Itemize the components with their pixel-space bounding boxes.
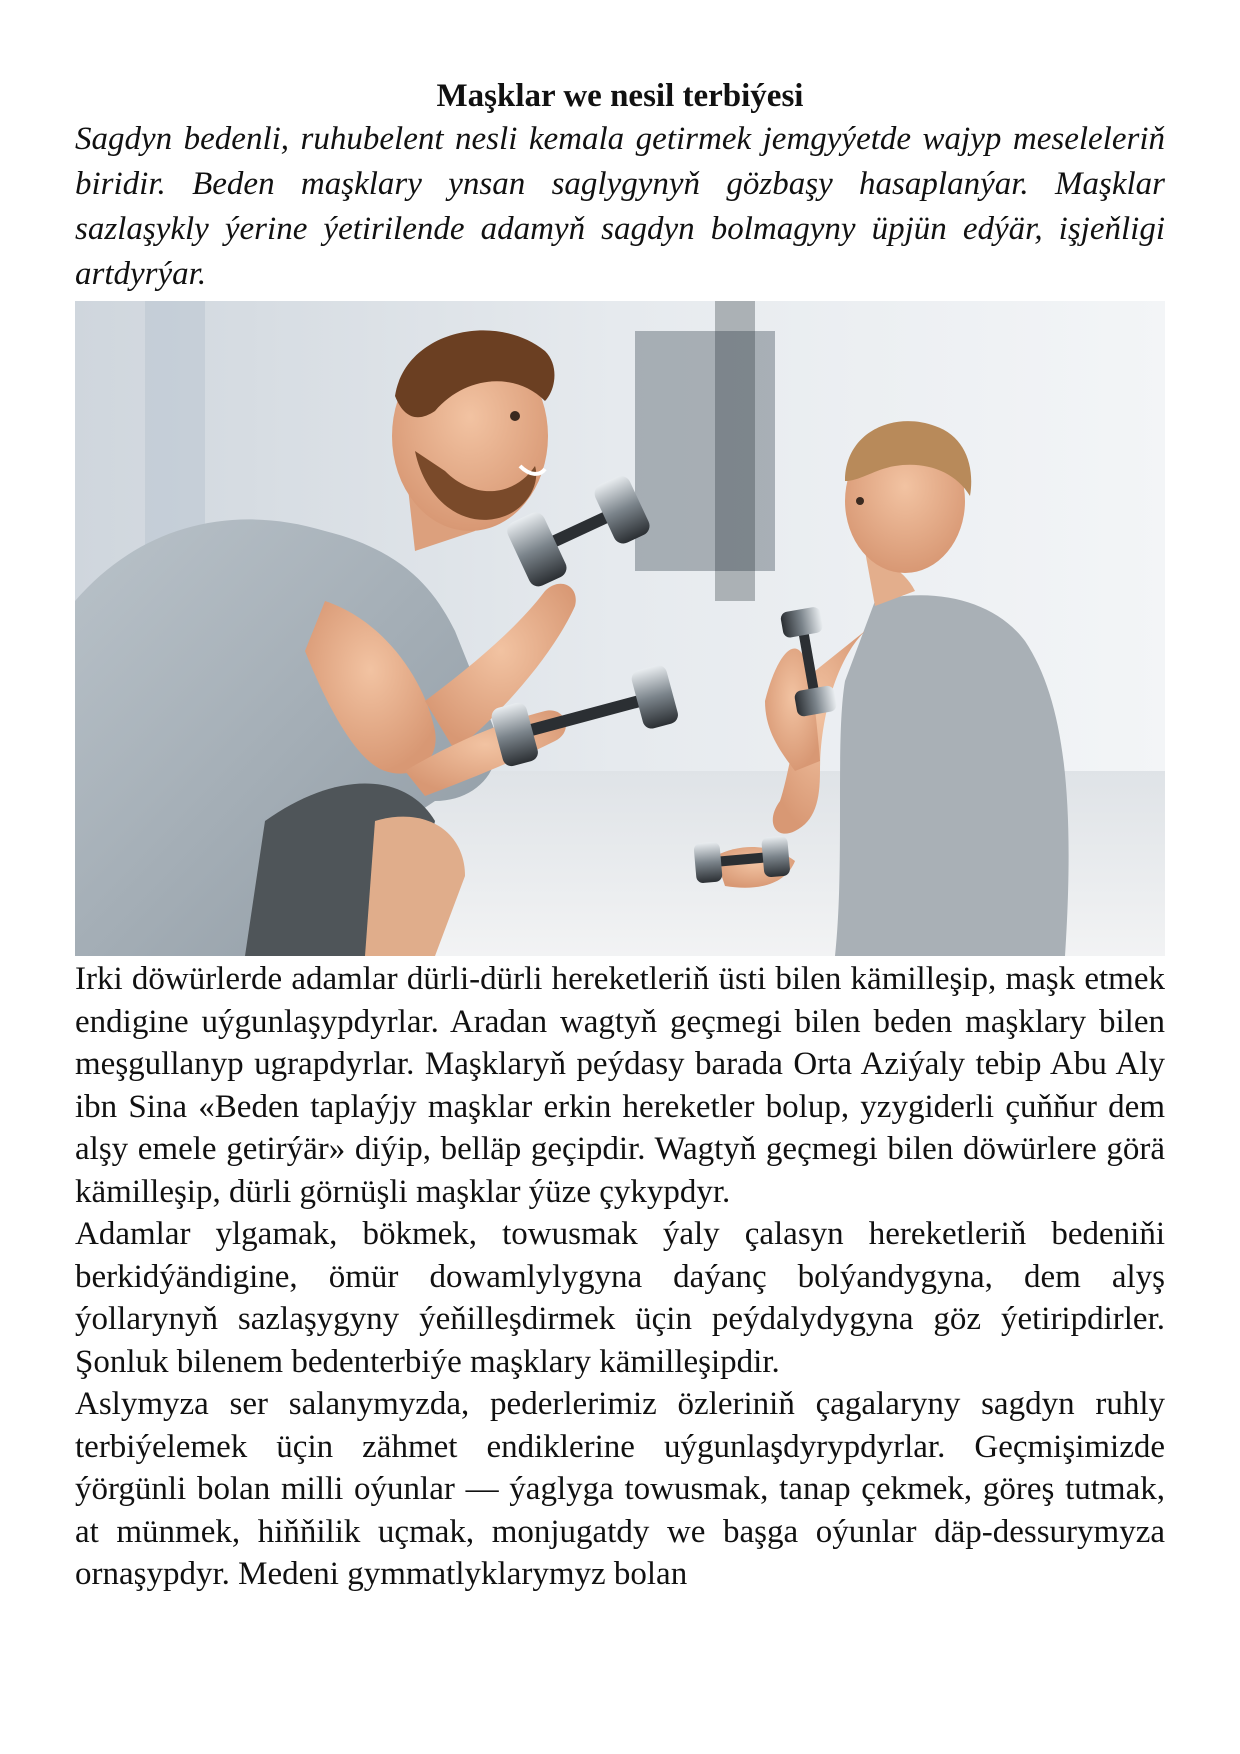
body-paragraph-2: Adamlar ylgamak, bökmek, towusmak ýaly çalasyn hereketleriň bedeniňi berkidýändigine, ömür dowamlylygyna daýanç bolýandygyna, dem alyş ýollarynyň sazlaşygyny ýeňilleşdirmek üçin peýdalydygyna göz ýetiripdirler. Şonluk bilenem bedenterbiýe maşklary kämilleşipdir. bbox=[75, 1216, 1165, 1380]
body-paragraph-1: Irki döwürlerde adamlar dürli-dürli hereketleriň üsti bilen kämilleşip, maşk etmek endigine uýgunlaşypdyrlar. Aradan wagtyň geçmegi bilen beden maşklary bilen meşgullanyp ugrapdyrlar. Maşklaryň peýdasy barada Orta Aziýaly tebip Abu Aly ibn Sina «Beden taplaýjy maşklar erkin hereketler bolup, yzygiderli çuňňur dem alşy emele getirýär» diýip, belläp geçipdir. Wagtyň geçmegi bilen döwürlere görä kämilleşip, dürli görnüşli maşklar ýüze çykypdyr. bbox=[75, 961, 1165, 1210]
intro-paragraph: Sagdyn bedenli, ruhubelent nesli kemala getirmek jemgyýetde wajyp meseleleriň biridir. Beden maşklary ynsan saglygynyň gözbaşy hasaplanýar. Maşklar sazlaşykly ýerine ýetirilende adamyň sagdyn bolmagyny üpjün edýär, işjeňligi artdyrýar. bbox=[75, 121, 1165, 292]
photo-father-son-dumbbells bbox=[75, 301, 1165, 956]
body-paragraph-3: Aslymyza ser salanymyzda, pederlerimiz özleriniň çagalaryny sagdyn ruhly terbiýelemek üçin zähmet endiklerine uýgunlaşdyrypdyrlar. Geçmişimizde ýörgünli bolan milli oýunlar — ýaglyga towusmak, tanap çekmek, göreş tutmak, at münmek, hiňňilik uçmak, monjugatdy we başga oýunlar däp-dessurymyza ornaşypdyr. Medeni gymmatlyklarymyz bolan bbox=[75, 1386, 1165, 1592]
document-page bbox=[75, 75, 1165, 1695]
page-title: Maşklar we nesil terbiýesi bbox=[436, 78, 804, 114]
